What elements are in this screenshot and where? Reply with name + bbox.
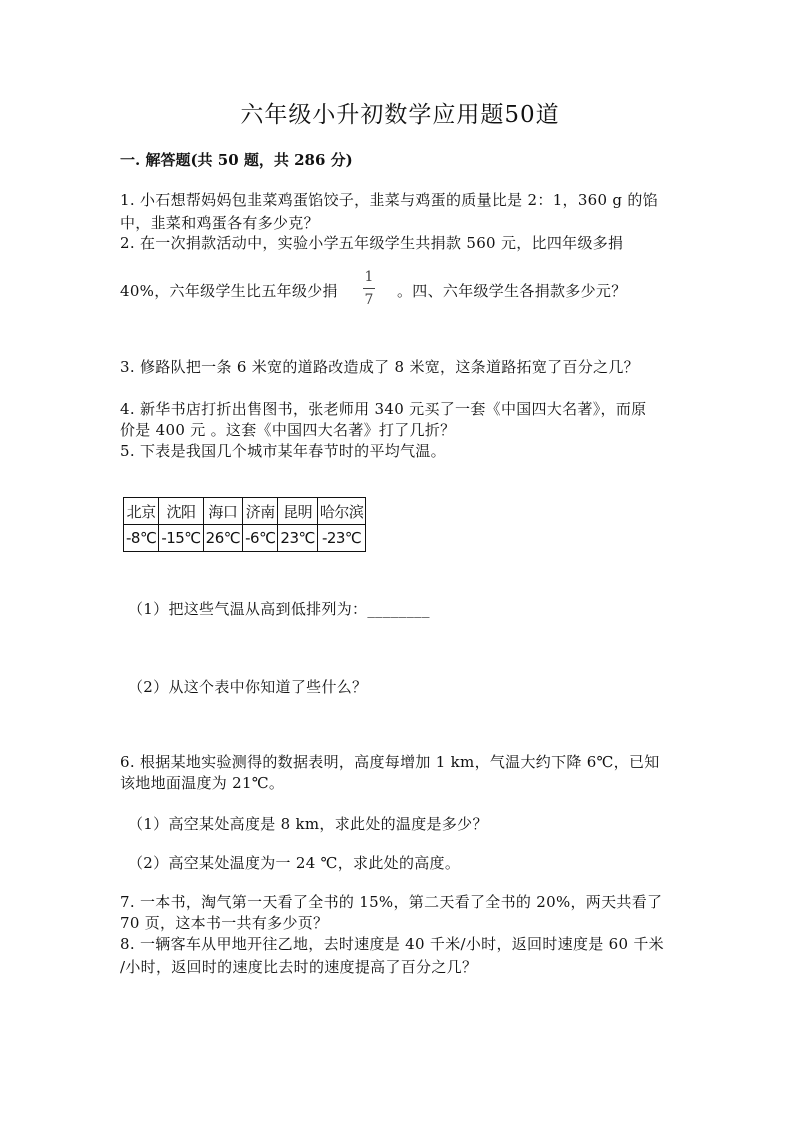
question-7-line-1: 7. 一本书，淘气第一天看了全书的 15%，第二天看了全书的 20%，两天共看了: [120, 893, 663, 911]
question-2-line-2-after: 。四、六年级学生各捐款多少元？: [397, 282, 627, 300]
table-cell-temperature: -8℃: [124, 525, 159, 552]
table-cell-city: 济南: [243, 498, 278, 525]
question-1-line-1: 1. 小石想帮妈妈包韭菜鸡蛋馅饺子，韭菜与鸡蛋的质量比是 2：1，360 g 的馅: [120, 191, 659, 209]
fraction-one-seventh: [358, 270, 380, 307]
table-cell-city: 哈尔滨: [317, 498, 366, 525]
table-cell-temperature: -15℃: [159, 525, 203, 552]
fraction-denominator: 7: [364, 292, 374, 308]
table-cell-city: 北京: [124, 498, 159, 525]
question-6-sub-2: （2）高空某处温度为一 24 ℃，求此处的高度。: [128, 854, 461, 872]
table-row-temperatures: [124, 525, 366, 552]
fraction-numerator: 1: [364, 269, 374, 285]
page-title: 六年级小升初数学应用题50道: [240, 102, 560, 128]
question-8-line-2: /小时，返回时的速度比去时的速度提高了百分之几？: [120, 958, 478, 976]
question-6-line-1: 6. 根据某地实验测得的数据表明，高度每增加 1 km，气温大约下降 6℃，已知: [120, 753, 660, 771]
question-5-sub-2: （2）从这个表中你知道了些什么？: [128, 678, 368, 696]
table-cell-temperature: 26℃: [203, 525, 242, 552]
question-5-sub-1: （1）把这些气温从高到低排列为：________: [128, 600, 430, 618]
question-4-line-1: 4. 新华书店打折出售图书，张老师用 340 元买了一套《中国四大名著》，而原: [120, 400, 647, 418]
question-8-line-1: 8. 一辆客车从甲地开往乙地，去时速度是 40 千米/小时，返回时速度是 60 千米: [120, 935, 664, 953]
question-5-line-1: 5. 下表是我国几个城市某年春节时的平均气温。: [120, 442, 446, 460]
question-6-sub-1: （1）高空某处高度是 8 km，求此处的温度是多少？: [128, 815, 488, 833]
table-cell-city: 昆明: [278, 498, 317, 525]
question-1-line-2: 中，韭菜和鸡蛋各有多少克？: [120, 214, 319, 232]
temperature-table: [123, 497, 366, 552]
table-cell-city: 沈阳: [159, 498, 203, 525]
table-cell-city: 海口: [203, 498, 242, 525]
table-cell-temperature: -23℃: [317, 525, 366, 552]
question-2-line-2-before: 40%，六年级学生比五年级少捐: [120, 282, 338, 300]
table-cell-temperature: -6℃: [243, 525, 278, 552]
question-6-line-2: 该地地面温度为 21℃。: [120, 774, 285, 792]
question-7-line-2: 70 页，这本书一共有多少页？: [120, 914, 329, 932]
table-cell-temperature: 23℃: [278, 525, 317, 552]
question-3-line-1: 3. 修路队把一条 6 米宽的道路改造成了 8 米宽，这条道路拓宽了百分之几？: [120, 358, 639, 376]
question-2-line-1: 2. 在一次捐款活动中，实验小学五年级学生共捐款 560 元，比四年级多捐: [120, 234, 624, 252]
fraction-bar: [363, 288, 375, 289]
table-row-cities: [124, 498, 366, 525]
section-heading: 一. 解答题(共 50 题，共 286 分): [120, 151, 353, 169]
question-4-line-2: 价是 400 元 。这套《中国四大名著》打了几折？: [120, 421, 456, 439]
